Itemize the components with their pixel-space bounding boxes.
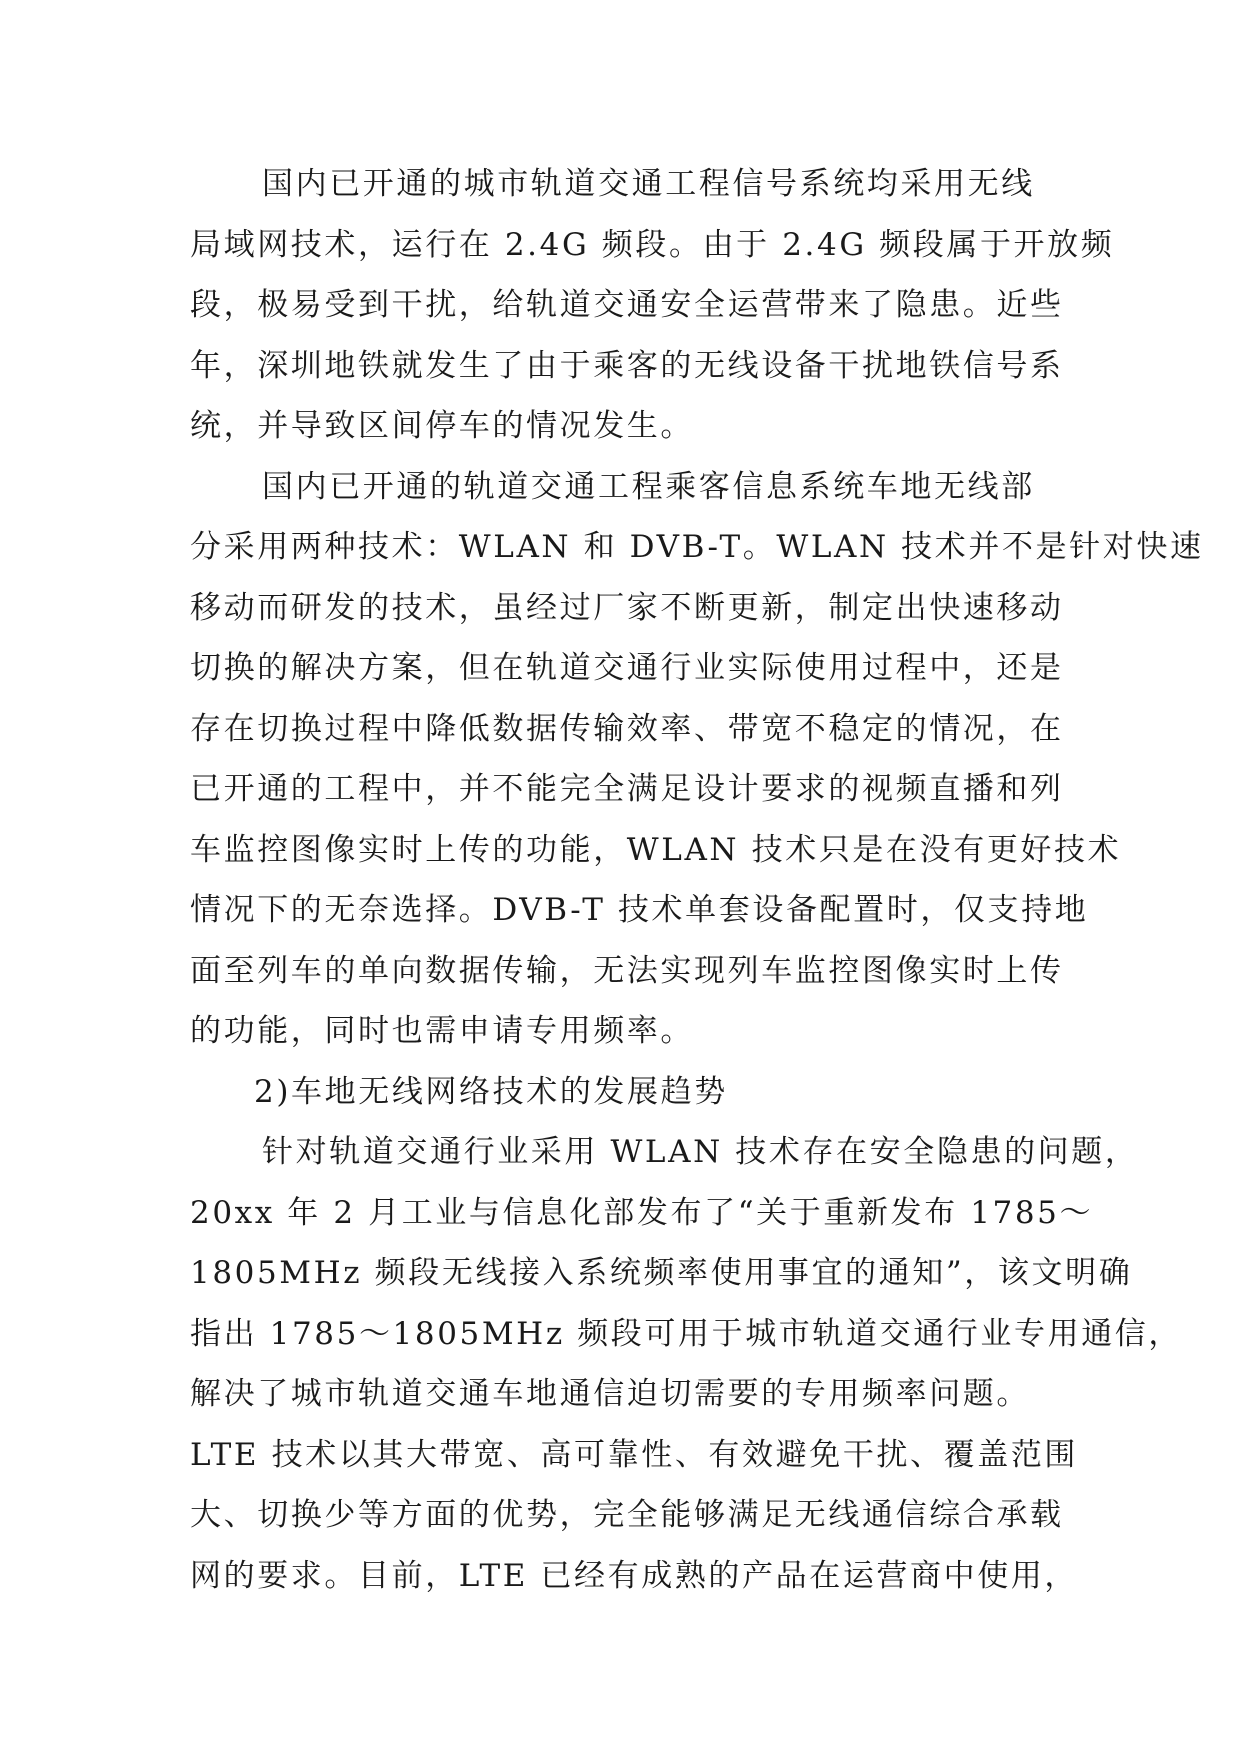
paragraph-lte-trend [190, 1122, 1182, 1606]
text-line: 段，极易受到干扰，给轨道交通安全运营带来了隐患。近些 [190, 287, 1064, 323]
text-line: 车监控图像实时上传的功能，WLAN 技术只是在没有更好技术 [190, 831, 1122, 868]
text-line: 面至列车的单向数据传输，无法实现列车监控图像实时上传 [190, 952, 1064, 989]
text-line: LTE 技术以其大带宽、高可靠性、有效避免干扰、覆盖范围 [190, 1436, 1079, 1473]
text-line: 情况下的无奈选择。DVB-T 技术单套设备配置时，仅支持地 [190, 892, 1089, 928]
text-line: 统，并导致区间停车的情况发生。 [190, 408, 694, 444]
text-line: 分采用两种技术：WLAN 和 DVB-T。WLAN 技术并不是针对快速 [190, 529, 1204, 565]
text-line: 已开通的工程中，并不能完全满足设计要求的视频直播和列 [190, 771, 1064, 807]
text-line: 国内已开通的轨道交通工程乘客信息系统车地无线部 [262, 468, 1035, 505]
paragraph-signal-system [190, 154, 1115, 457]
text-line: 存在切换过程中降低数据传输效率、带宽不稳定的情况，在 [190, 710, 1064, 747]
text-line: 大、切换少等方面的优势，完全能够满足无线通信综合承载 [190, 1497, 1064, 1533]
text-line: 解决了城市轨道交通车地通信迫切需要的专用频率问题。 [190, 1376, 1030, 1412]
text-line: 切换的解决方案，但在轨道交通行业实际使用过程中，还是 [190, 650, 1064, 686]
text-line: 针对轨道交通行业采用 WLAN 技术存在安全隐患的问题， [262, 1134, 1139, 1170]
text-line: 1805MHz 频段无线接入系统频率使用事宜的通知”，该文明确 [190, 1255, 1133, 1291]
text-line: 20xx 年 2 月工业与信息化部发布了“关于重新发布 1785～ [190, 1194, 1094, 1231]
text-line: 指出 1785～1805MHz 频段可用于城市轨道交通行业专用通信， [190, 1315, 1182, 1352]
text-line: 年，深圳地铁就发生了由于乘客的无线设备干扰地铁信号系 [190, 347, 1064, 384]
heading-text: 2)车地无线网络技术的发展趋势 [254, 1073, 728, 1110]
document-body [190, 154, 1204, 1606]
text-line: 局域网技术，运行在 2.4G 频段。由于 2.4G 频段属于开放频 [190, 226, 1115, 263]
text-line: 网的要求。目前，LTE 已经有成熟的产品在运营商中使用， [190, 1557, 1079, 1594]
section-heading [190, 1062, 1070, 1123]
text-line: 移动而研发的技术，虽经过厂家不断更新，制定出快速移动 [190, 589, 1064, 626]
text-line: 国内已开通的城市轨道交通工程信号系统均采用无线 [262, 166, 1035, 202]
paragraph-passenger-info-system [190, 457, 1204, 1062]
text-line: 的功能，同时也需申请专用频率。 [190, 1013, 694, 1049]
